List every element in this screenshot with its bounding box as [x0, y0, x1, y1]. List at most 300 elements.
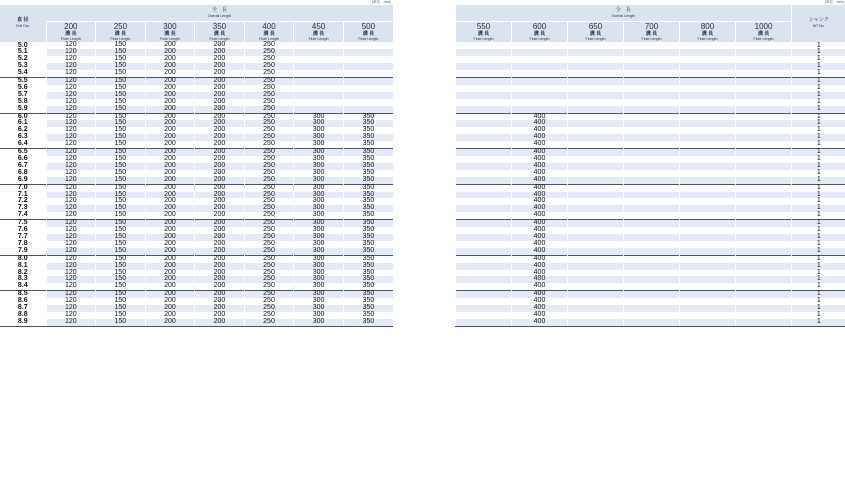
flute-length-cell: [736, 276, 792, 283]
flute-length-cell: [680, 99, 736, 106]
flute-length-cell: 300: [294, 298, 344, 305]
flute-length-cell: 200: [145, 305, 195, 312]
flute-length-cell: 300: [294, 241, 344, 248]
flute-length-cell: 200: [145, 270, 195, 277]
flute-length-cell: [736, 78, 792, 85]
flute-length-cell: [512, 99, 568, 106]
flute-length-cell: 120: [46, 220, 96, 227]
flute-length-cell: [456, 192, 512, 199]
flute-length-cell: 300: [294, 283, 344, 290]
flute-length-cell: 400: [512, 127, 568, 134]
flute-length-cell: [736, 184, 792, 191]
flute-length-cell: 120: [46, 99, 96, 106]
flute-length-cell: [736, 127, 792, 134]
flute-length-cell: 150: [96, 177, 146, 184]
flute-length-cell: 350: [343, 248, 393, 255]
flute-length-cell: [736, 141, 792, 148]
flute-length-cell: 300: [294, 255, 344, 262]
shank-mt-cell: 1: [792, 163, 845, 170]
length-table-left: [0, 5, 393, 327]
flute-length-cell: [294, 42, 344, 49]
flute-length-cell: [680, 70, 736, 77]
flute-length-cell: [736, 220, 792, 227]
flute-length-cell: 350: [343, 319, 393, 326]
length-column-header: [96, 22, 146, 43]
flute-length-cell: [512, 70, 568, 77]
flute-length-cell: 350: [343, 241, 393, 248]
flute-length-cell: 200: [145, 120, 195, 127]
flute-length-cell: 350: [343, 298, 393, 305]
table-row: [0, 212, 393, 219]
drill-diameter: 5.1: [0, 49, 46, 56]
flute-length-cell: 250: [244, 192, 294, 199]
flute-length-cell: [624, 177, 680, 184]
table-row: [0, 70, 393, 77]
flute-length-cell: [456, 99, 512, 106]
flute-length-cell: 200: [195, 70, 245, 77]
flute-length-cell: 300: [294, 184, 344, 191]
flute-length-cell: [568, 156, 624, 163]
flute-length-cell: [343, 70, 393, 77]
flute-length-cell: [736, 177, 792, 184]
flute-length-cell: 200: [145, 113, 195, 120]
drill-diameter: 7.9: [0, 248, 46, 255]
flute-length-cell: 150: [96, 141, 146, 148]
overall-length-header: 全 長 Overall Length: [46, 5, 393, 22]
table-row: [0, 149, 393, 156]
flute-length-cell: [624, 99, 680, 106]
flute-length-cell: 150: [96, 276, 146, 283]
flute-length-cell: 200: [145, 170, 195, 177]
flute-length-cell: 250: [244, 248, 294, 255]
flute-length-cell: 250: [244, 78, 294, 85]
flute-length-cell: [568, 241, 624, 248]
flute-length-cell: [624, 127, 680, 134]
flute-label: 溝 長: [701, 31, 714, 37]
flute-length-cell: 120: [46, 198, 96, 205]
flute-length-cell: [456, 149, 512, 156]
length-column-header: [736, 22, 792, 43]
flute-length-cell: 250: [244, 49, 294, 56]
flute-length-cell: 300: [294, 177, 344, 184]
flute-length-cell: 200: [145, 298, 195, 305]
flute-length-cell: [568, 227, 624, 234]
flute-length-cell: [568, 141, 624, 148]
flute-length-cell: 120: [46, 291, 96, 298]
flute-length-cell: 350: [343, 141, 393, 148]
flute-length-cell: 120: [46, 184, 96, 191]
flute-length-cell: 200: [145, 319, 195, 326]
flute-length-cell: 200: [145, 134, 195, 141]
overall-length-value: 700: [644, 22, 659, 31]
flute-length-cell: 120: [46, 106, 96, 113]
flute-length-cell: 250: [244, 177, 294, 184]
shank-mt-cell: 1: [792, 312, 845, 319]
unit-note-right: (単位：mm): [825, 0, 844, 4]
table-row: [456, 56, 845, 63]
shank-mt-cell: 1: [792, 276, 845, 283]
table-row: [0, 141, 393, 148]
flute-length-cell: 300: [294, 120, 344, 127]
flute-label-en: Flute Length: [473, 37, 494, 41]
flute-length-cell: [568, 192, 624, 199]
flute-length-cell: [680, 205, 736, 212]
length-column-header: [46, 22, 96, 43]
flute-length-cell: [736, 241, 792, 248]
flute-length-cell: 200: [145, 283, 195, 290]
flute-length-cell: 350: [343, 227, 393, 234]
flute-length-cell: [512, 106, 568, 113]
flute-label-en: Flute Length: [529, 37, 550, 41]
flute-length-cell: [456, 283, 512, 290]
table-row: [0, 248, 393, 255]
table-row: [456, 220, 845, 227]
flute-length-cell: 120: [46, 42, 96, 49]
flute-length-cell: 150: [96, 149, 146, 156]
shank-mt-cell: 1: [792, 170, 845, 177]
flute-length-cell: 150: [96, 78, 146, 85]
drill-diameter: 5.6: [0, 85, 46, 92]
flute-length-cell: 400: [512, 170, 568, 177]
flute-length-cell: 120: [46, 149, 96, 156]
flute-length-cell: [568, 234, 624, 241]
flute-length-cell: [736, 56, 792, 63]
flute-length-cell: [456, 291, 512, 298]
flute-length-cell: 120: [46, 141, 96, 148]
flute-length-cell: [568, 113, 624, 120]
shank-mt-cell: 1: [792, 113, 845, 120]
table-row: [0, 56, 393, 63]
flute-length-cell: [624, 248, 680, 255]
flute-length-cell: 350: [343, 134, 393, 141]
flute-label: 溝 長: [533, 31, 546, 37]
table-row: [456, 270, 845, 277]
flute-length-cell: [343, 99, 393, 106]
flute-length-cell: 150: [96, 70, 146, 77]
flute-length-cell: 200: [195, 78, 245, 85]
flute-length-cell: 150: [96, 255, 146, 262]
table-row: [456, 255, 845, 262]
flute-length-cell: [680, 241, 736, 248]
table-row: [456, 276, 845, 283]
flute-length-cell: [624, 134, 680, 141]
flute-length-cell: [624, 234, 680, 241]
flute-length-cell: 250: [244, 156, 294, 163]
shank-mt-cell: 1: [792, 255, 845, 262]
drill-diameter: 6.1: [0, 120, 46, 127]
drill-diameter: 8.4: [0, 283, 46, 290]
flute-length-cell: 200: [145, 212, 195, 219]
flute-length-cell: 400: [512, 276, 568, 283]
flute-length-cell: 250: [244, 298, 294, 305]
flute-length-cell: 200: [195, 42, 245, 49]
table-row: [456, 241, 845, 248]
flute-length-cell: 400: [512, 163, 568, 170]
length-column-header: [680, 22, 736, 43]
drill-diameter: 6.8: [0, 170, 46, 177]
flute-length-cell: 300: [294, 205, 344, 212]
table-row: [0, 49, 393, 56]
flute-length-cell: [343, 92, 393, 99]
length-column-header: [145, 22, 195, 43]
flute-length-cell: 200: [145, 263, 195, 270]
flute-length-cell: [624, 92, 680, 99]
flute-length-cell: 200: [145, 220, 195, 227]
flute-length-cell: [680, 198, 736, 205]
flute-length-cell: [680, 283, 736, 290]
flute-length-cell: 250: [244, 92, 294, 99]
flute-length-cell: [456, 92, 512, 99]
flute-length-cell: 250: [244, 212, 294, 219]
overall-length-value: 1000: [754, 22, 773, 31]
flute-length-cell: 250: [244, 312, 294, 319]
flute-length-cell: 200: [145, 192, 195, 199]
flute-length-cell: [294, 106, 344, 113]
flute-length-cell: [343, 85, 393, 92]
flute-length-cell: 150: [96, 192, 146, 199]
flute-length-cell: [624, 85, 680, 92]
table-row: [456, 85, 845, 92]
flute-length-cell: 200: [195, 184, 245, 191]
flute-length-cell: [624, 120, 680, 127]
flute-length-cell: [680, 305, 736, 312]
flute-length-cell: 120: [46, 283, 96, 290]
flute-length-cell: 120: [46, 234, 96, 241]
flute-length-cell: [624, 106, 680, 113]
overall-length-value: 350: [212, 22, 227, 31]
overall-length-value: 450: [311, 22, 326, 31]
flute-length-cell: [624, 283, 680, 290]
flute-length-cell: 250: [244, 255, 294, 262]
flute-label-en: Flute Length: [641, 37, 662, 41]
flute-length-cell: 250: [244, 163, 294, 170]
flute-length-cell: 200: [195, 149, 245, 156]
flute-length-cell: [456, 78, 512, 85]
flute-length-cell: 150: [96, 49, 146, 56]
flute-length-cell: 200: [195, 220, 245, 227]
table-row: [0, 205, 393, 212]
flute-length-cell: 150: [96, 92, 146, 99]
flute-length-cell: [736, 63, 792, 70]
flute-length-cell: [456, 49, 512, 56]
flute-length-cell: 200: [145, 227, 195, 234]
flute-length-cell: [624, 156, 680, 163]
flute-length-cell: 300: [294, 248, 344, 255]
table-row: [0, 192, 393, 199]
flute-length-cell: [680, 106, 736, 113]
flute-length-cell: [568, 255, 624, 262]
flute-length-cell: 300: [294, 227, 344, 234]
flute-length-cell: [568, 170, 624, 177]
shank-mt-cell: 1: [792, 127, 845, 134]
flute-length-cell: [568, 134, 624, 141]
table-row: [0, 276, 393, 283]
table-row: [0, 255, 393, 262]
flute-length-cell: 400: [512, 192, 568, 199]
drill-diameter: 5.0: [0, 42, 46, 49]
flute-length-cell: 300: [294, 156, 344, 163]
flute-length-cell: [456, 220, 512, 227]
flute-length-cell: [568, 198, 624, 205]
shank-mt-cell: 1: [792, 141, 845, 148]
flute-length-cell: 350: [343, 170, 393, 177]
flute-length-cell: 250: [244, 220, 294, 227]
flute-length-cell: 250: [244, 99, 294, 106]
flute-length-cell: 300: [294, 149, 344, 156]
flute-label: 溝 長: [362, 31, 375, 37]
flute-length-cell: 200: [195, 56, 245, 63]
flute-length-cell: [456, 234, 512, 241]
flute-length-cell: 200: [195, 156, 245, 163]
flute-label-en: Flute Length: [259, 37, 279, 41]
flute-length-cell: [624, 49, 680, 56]
flute-length-cell: [456, 156, 512, 163]
flute-length-cell: 300: [294, 212, 344, 219]
flute-length-cell: 200: [145, 276, 195, 283]
flute-length-cell: [456, 312, 512, 319]
flute-length-cell: [456, 305, 512, 312]
shank-mt-cell: 1: [792, 298, 845, 305]
flute-length-cell: 150: [96, 248, 146, 255]
flute-label: 溝 長: [589, 31, 602, 37]
drill-diameter: 5.4: [0, 70, 46, 77]
flute-length-cell: [736, 305, 792, 312]
flute-length-cell: [680, 192, 736, 199]
shank-header: シャンク MT No.: [792, 5, 845, 42]
flute-length-cell: 200: [195, 312, 245, 319]
table-row: [456, 163, 845, 170]
shank-mt-cell: 1: [792, 85, 845, 92]
flute-length-cell: [568, 298, 624, 305]
flute-length-cell: 250: [244, 141, 294, 148]
flute-length-cell: 350: [343, 149, 393, 156]
flute-length-cell: 400: [512, 283, 568, 290]
flute-length-cell: 150: [96, 127, 146, 134]
flute-label: 溝 長: [114, 31, 127, 37]
flute-length-cell: [624, 270, 680, 277]
flute-length-cell: 120: [46, 85, 96, 92]
shank-mt-cell: 1: [792, 263, 845, 270]
flute-length-cell: [294, 78, 344, 85]
flute-length-cell: 200: [145, 127, 195, 134]
flute-length-cell: 200: [195, 170, 245, 177]
table-row: [456, 234, 845, 241]
flute-length-cell: 150: [96, 305, 146, 312]
flute-length-cell: 150: [96, 134, 146, 141]
flute-length-cell: 400: [512, 156, 568, 163]
flute-length-cell: [680, 319, 736, 326]
flute-length-cell: 120: [46, 241, 96, 248]
flute-length-cell: 350: [343, 198, 393, 205]
flute-length-cell: 400: [512, 212, 568, 219]
flute-length-cell: [512, 78, 568, 85]
flute-length-cell: 150: [96, 291, 146, 298]
flute-length-cell: 200: [195, 120, 245, 127]
flute-length-cell: 200: [195, 276, 245, 283]
drill-diameter: 8.2: [0, 270, 46, 277]
flute-length-cell: [568, 106, 624, 113]
flute-length-cell: [624, 141, 680, 148]
flute-length-cell: 200: [195, 241, 245, 248]
overall-length-value: 300: [163, 22, 177, 31]
shank-mt-cell: 1: [792, 319, 845, 326]
table-row: [0, 106, 393, 113]
drill-diameter: 5.9: [0, 106, 46, 113]
flute-length-cell: [736, 42, 792, 49]
flute-length-cell: 300: [294, 192, 344, 199]
table-row: [0, 283, 393, 290]
flute-length-cell: [624, 170, 680, 177]
flute-length-cell: [680, 49, 736, 56]
flute-length-cell: 120: [46, 92, 96, 99]
flute-length-cell: [568, 85, 624, 92]
flute-length-cell: 200: [195, 198, 245, 205]
table-row: [0, 220, 393, 227]
flute-length-cell: 120: [46, 319, 96, 326]
flute-length-cell: 200: [195, 205, 245, 212]
flute-length-cell: 200: [195, 106, 245, 113]
flute-length-cell: 200: [145, 92, 195, 99]
flute-length-cell: 400: [512, 319, 568, 326]
shank-mt-cell: 1: [792, 56, 845, 63]
flute-length-cell: [456, 276, 512, 283]
drill-diameter: 8.6: [0, 298, 46, 305]
flute-length-cell: [343, 56, 393, 63]
flute-length-cell: 300: [294, 234, 344, 241]
flute-length-cell: 150: [96, 163, 146, 170]
flute-length-cell: 120: [46, 192, 96, 199]
drill-diameter: 5.3: [0, 63, 46, 70]
flute-length-cell: [456, 85, 512, 92]
table-row: [456, 127, 845, 134]
flute-length-cell: [736, 298, 792, 305]
shank-mt-cell: 1: [792, 156, 845, 163]
overall-length-value: 600: [532, 22, 547, 31]
flute-length-cell: 120: [46, 113, 96, 120]
flute-length-cell: [456, 241, 512, 248]
flute-length-cell: 150: [96, 106, 146, 113]
flute-length-cell: 350: [343, 255, 393, 262]
table-row: [0, 78, 393, 85]
flute-length-cell: [624, 192, 680, 199]
table-row: [0, 113, 393, 120]
flute-length-cell: [568, 291, 624, 298]
flute-length-cell: 200: [195, 270, 245, 277]
flute-length-cell: [736, 198, 792, 205]
table-row: [456, 319, 845, 326]
table-row: [0, 92, 393, 99]
flute-label-en: Flute Length: [209, 37, 230, 41]
table-row: [0, 312, 393, 319]
length-column-header: [624, 22, 680, 43]
flute-length-cell: [624, 63, 680, 70]
flute-length-cell: 400: [512, 305, 568, 312]
unit-note-left: (単位：mm): [372, 0, 391, 4]
flute-length-cell: [568, 42, 624, 49]
flute-length-cell: [680, 184, 736, 191]
flute-length-cell: 150: [96, 241, 146, 248]
flute-label: 溝 長: [213, 31, 226, 37]
length-column-header: [294, 22, 344, 43]
flute-length-cell: [568, 163, 624, 170]
flute-length-cell: 200: [145, 42, 195, 49]
flute-length-cell: 400: [512, 241, 568, 248]
flute-length-cell: [343, 78, 393, 85]
flute-length-cell: [568, 205, 624, 212]
flute-length-cell: [736, 283, 792, 290]
flute-length-cell: [624, 163, 680, 170]
flute-length-cell: [568, 220, 624, 227]
